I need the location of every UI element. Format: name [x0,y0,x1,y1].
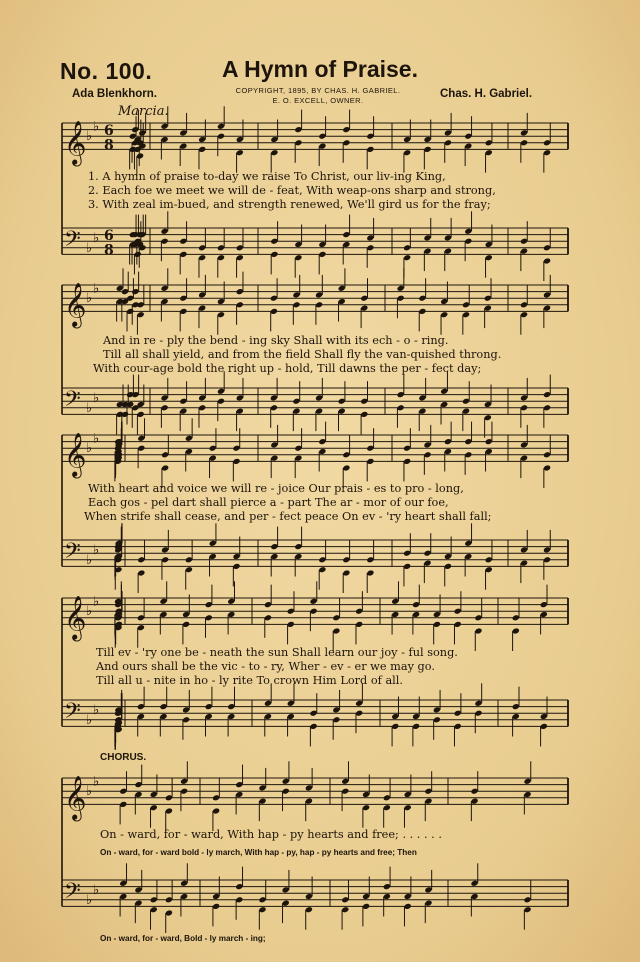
bass-clef: 𝄢 [64,538,81,569]
time-signature: 6 [104,123,114,140]
flat-sign: ♭ [86,400,93,416]
lyric-verse-1: Till ev - 'ry one be - neath the sun Shall learn our joy - ful song. [96,646,458,659]
bass-clef: 𝄢 [64,226,81,257]
chorus-label: CHORUS. [100,752,147,763]
flat-sign: ♭ [93,230,100,246]
hymn-title: A Hymn of Praise. [222,56,418,82]
time-signature: 6 [104,228,114,245]
lyricist-name: Ada Blenkhorn. [72,88,157,100]
flat-sign: ♭ [86,129,93,145]
flat-sign: ♭ [86,604,93,620]
lyric-verse-2: Each gos - pel dart shall pierce a - part The ar - mor of our foe, [88,496,449,509]
bass-clef: 𝄢 [64,386,81,417]
chorus-lyric-alto: On - ward, for - ward bold - ly march, With hap - py, hap - py hearts and free; Then [100,848,417,857]
lyric-verse-2: Till all shall yield, and from the field Shall fly the van-quished throng. [103,348,502,361]
flat-sign: ♭ [86,291,93,307]
time-signature: 8 [104,242,114,259]
composer-name: Chas. H. Gabriel. [440,88,533,100]
lyric-verse-1: And in re - ply the bend - ing sky Shall with its ech - o - ring. [103,334,449,347]
bass-clef: 𝄢 [64,878,81,909]
flat-sign: ♭ [93,774,100,790]
flat-sign: ♭ [93,281,100,297]
hymn-number: No. 100. [60,58,153,84]
lyric-verse-3: Till all u - nite in ho - ly rite To crown Him Lord of all. [96,674,404,687]
flat-sign: ♭ [86,240,93,256]
lyric-verse-3: When strife shall cease, and per - fect peace On ev - 'ry heart shall fall; [84,510,492,523]
lyric-verse-2: 2. Each foe we meet we will de - feat, With weap-ons sharp and strong, [88,184,496,197]
flat-sign: ♭ [86,441,93,457]
flat-sign: ♭ [86,712,93,728]
flat-sign: ♭ [86,552,93,568]
treble-clef: 𝄞 [64,775,87,820]
chorus-lyric-bass: On - ward, for - ward, Bold - ly march - ing; [100,934,266,943]
lyric-verse-2: And ours shall be the vic - to - ry, Wher - ev - er we may go. [96,660,435,673]
copyright-line: COPYRIGHT, 1895, BY CHAS. H. GABRIEL. [235,86,401,95]
flat-sign: ♭ [93,702,100,718]
flat-sign: ♭ [93,594,100,610]
tempo-marking: Marcia. [118,104,169,119]
treble-clef: 𝄞 [64,120,87,165]
owner-line: E. O. EXCELL, OWNER. [272,96,364,105]
flat-sign: ♭ [93,390,100,406]
flat-sign: ♭ [93,431,100,447]
flat-sign: ♭ [86,892,93,908]
flat-sign: ♭ [93,119,100,135]
bass-clef: 𝄢 [64,698,81,729]
flat-sign: ♭ [93,882,100,898]
lyric-verse-3: 3. With zeal im-bued, and strength renewed, We'll gird us for the fray; [88,198,491,211]
flat-sign: ♭ [86,784,93,800]
flat-sign: ♭ [93,542,100,558]
lyric-verse-1: 1. A hymn of praise to-day we raise To Christ, our liv-ing King, [88,170,446,183]
treble-clef: 𝄞 [64,432,87,477]
time-signature: 8 [104,137,114,154]
lyric-verse-1: With heart and voice we will re - joice Our prais - es to pro - long, [88,482,464,495]
treble-clef: 𝄞 [64,282,87,327]
lyric-verse-3: With cour-age bold the right up - hold, Till dawns the per - fect day; [93,362,482,375]
chorus-lyric-treble: On - ward, for - ward, With hap - py hearts and free; . . . . . . [100,828,442,841]
treble-clef: 𝄞 [64,595,87,640]
